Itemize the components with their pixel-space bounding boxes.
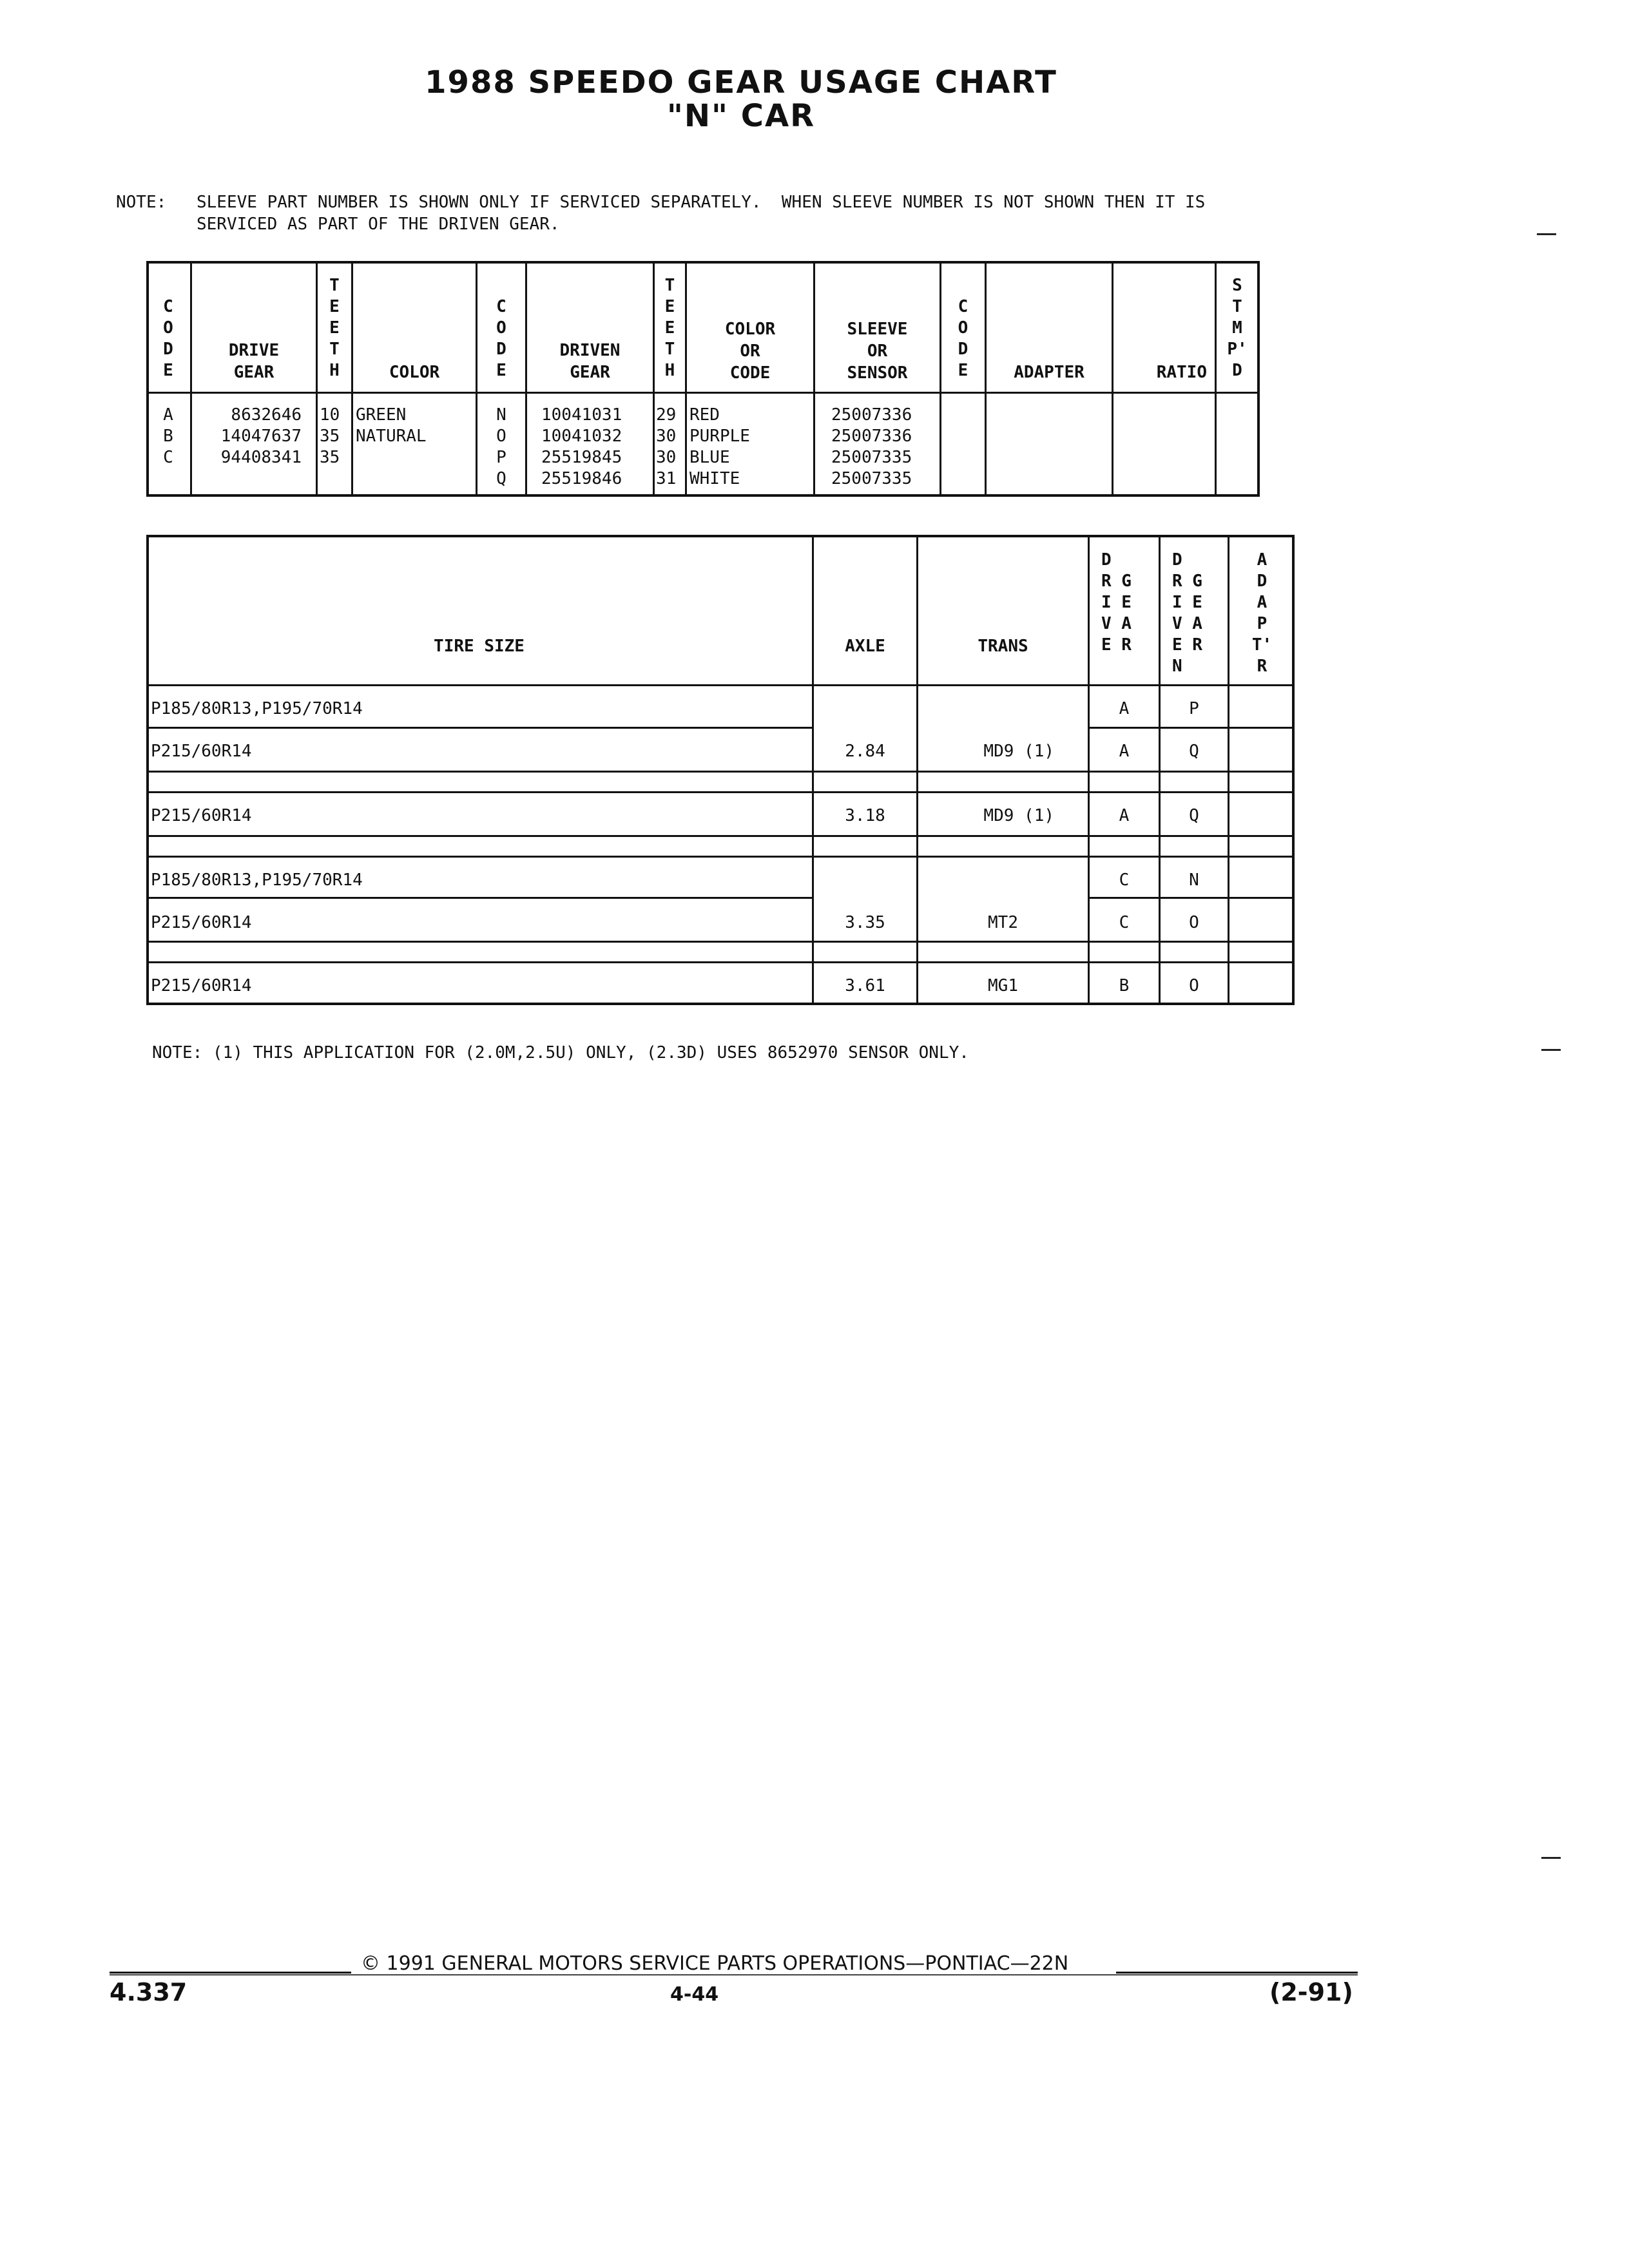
header-teeth-1: T E E T H	[329, 276, 340, 380]
table-row-3-driven: Q	[1189, 806, 1199, 825]
header-sleeve-or-sensor: SLEEVE OR SENSOR	[847, 320, 908, 383]
header-adapter: ADAPTER	[1014, 363, 1084, 382]
table-row-3-trans: MD9 (1)	[983, 806, 1054, 825]
table-row-2-axle: 2.84	[845, 742, 885, 761]
table-row-6-driven: O	[1189, 976, 1199, 995]
header-color: COLOR	[389, 363, 440, 382]
footer-left-number: 4.337	[110, 1978, 188, 2006]
drive-teeth-list: 10 35 35	[320, 405, 340, 467]
footer-copyright: © 1991 GENERAL MOTORS SERVICE PARTS OPERATIONS—PONTIAC—22N	[361, 1952, 1069, 1975]
table-row-4-tire: P185/80R13,P195/70R14	[151, 870, 363, 890]
table-row-6-trans: MG1	[988, 976, 1018, 995]
driven-teeth-list: 29 30 30 31	[656, 405, 677, 488]
table-row-5-trans: MT2	[988, 913, 1018, 932]
note-line-1: SLEEVE PART NUMBER IS SHOWN ONLY IF SERVICED SEPARATELY. WHEN SLEEVE NUMBER IS NOT SHOWN THEN IT IS	[197, 193, 1206, 212]
header-code-3: C O D E	[958, 297, 969, 380]
footer-right-number: (2-91)	[1269, 1978, 1353, 2006]
table-row-5-drive: C	[1119, 913, 1130, 932]
note-label: NOTE:	[116, 193, 167, 212]
driven-color-list: RED PURPLE BLUE WHITE	[689, 405, 750, 488]
table-row-3-drive: A	[1119, 806, 1130, 825]
margin-tick	[1541, 1857, 1561, 1859]
table-row-1-driven: P	[1189, 699, 1199, 718]
table-row-6-tire: P215/60R14	[151, 976, 252, 995]
footer-page-number: 4-44	[670, 1983, 719, 2006]
table-row-4-drive: C	[1119, 870, 1130, 890]
table-row-2-drive: A	[1119, 742, 1130, 761]
table-row-2-trans: MD9 (1)	[983, 742, 1054, 761]
header-color-or-code: COLOR OR CODE	[724, 320, 776, 383]
header-driven-gear-code: D R G I E V A E R N	[1172, 550, 1202, 676]
header-axle: AXLE	[845, 637, 885, 656]
drive-gear-list: 8632646 14047637 94408341	[220, 405, 302, 467]
driven-code-list: N O P Q	[496, 405, 506, 488]
header-teeth-2: T E E T H	[664, 276, 675, 380]
header-code-1: C O D E	[163, 297, 173, 380]
header-drive-gear-code: D R G I E V A E R	[1101, 550, 1132, 655]
table-row-5-axle: 3.35	[845, 913, 885, 932]
margin-tick	[1541, 1049, 1561, 1051]
table-row-1-drive: A	[1119, 699, 1130, 718]
header-adapter-code: A D A P T' R	[1251, 550, 1273, 676]
footnote: NOTE: (1) THIS APPLICATION FOR (2.0M,2.5U) ONLY, (2.3D) USES 8652970 SENSOR ONLY.	[152, 1043, 969, 1062]
table-row-3-tire: P215/60R14	[151, 806, 252, 825]
page-subtitle: "N" CAR	[666, 98, 816, 134]
table-row-2-driven: Q	[1189, 742, 1199, 761]
table-row-2-tire: P215/60R14	[151, 742, 252, 761]
table-row-5-driven: O	[1189, 913, 1199, 932]
note-line-2: SERVICED AS PART OF THE DRIVEN GEAR.	[197, 215, 560, 234]
table-row-4-driven: N	[1189, 870, 1199, 890]
table-row-5-tire: P215/60R14	[151, 913, 252, 932]
header-trans: TRANS	[978, 637, 1028, 656]
page-title: 1988 SPEEDO GEAR USAGE CHART	[425, 64, 1057, 101]
sleeve-list: 25007336 25007336 25007335 25007335	[831, 405, 912, 488]
header-stmpd: S T M P' D	[1227, 276, 1248, 380]
table-row-6-drive: B	[1119, 976, 1130, 995]
drive-color-list: GREEN NATURAL	[356, 405, 427, 446]
table-row-3-axle: 3.18	[845, 806, 885, 825]
table-row-6-axle: 3.61	[845, 976, 885, 995]
driven-gear-list: 10041031 10041032 25519845 25519846	[541, 405, 622, 488]
header-tire-size: TIRE SIZE	[434, 637, 525, 656]
margin-tick	[1537, 233, 1556, 235]
header-code-2: C O D E	[496, 297, 506, 380]
header-driven-gear: DRIVEN GEAR	[559, 341, 621, 382]
header-drive-gear: DRIVE GEAR	[228, 341, 280, 382]
table-row-1-tire: P185/80R13,P195/70R14	[151, 699, 363, 718]
header-ratio: RATIO	[1156, 363, 1207, 382]
drive-code-list: A B C	[163, 405, 173, 467]
